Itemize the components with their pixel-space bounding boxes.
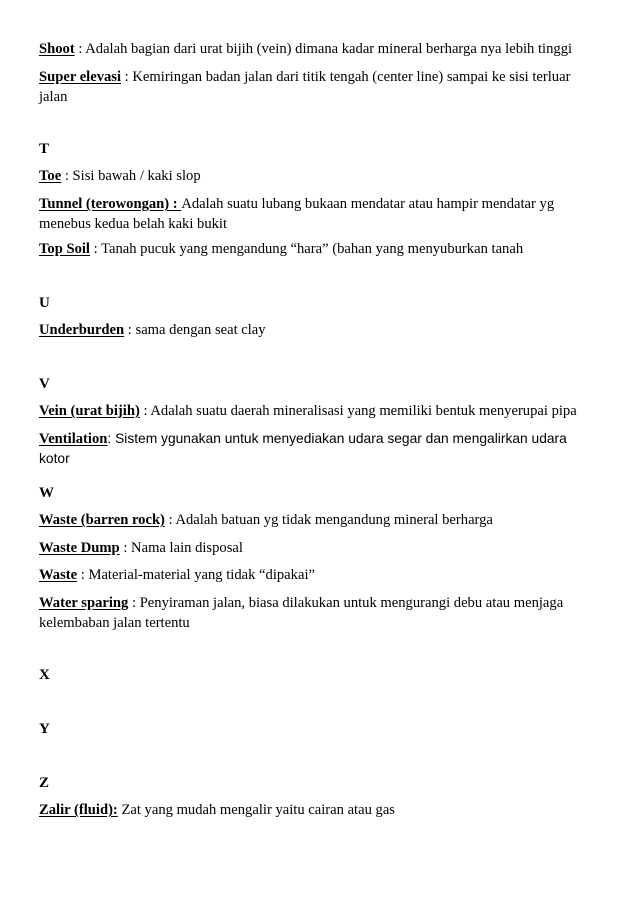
- entry-super-elevasi: [39, 67, 601, 107]
- definition: Tanah pucuk yang mengandung “hara” (bahan yang menyuburkan tanah: [101, 241, 524, 257]
- term: Super elevasi: [39, 69, 122, 85]
- section-letter-u: U: [39, 295, 50, 311]
- separator: :: [107, 431, 116, 446]
- term: Underburden: [39, 322, 125, 338]
- definition: Nama lain disposal: [131, 540, 243, 556]
- separator: :: [119, 540, 132, 556]
- definition: Adalah batuan yg tidak mengandung mineral berharga: [175, 512, 493, 528]
- definition: sama dengan seat clay: [135, 322, 266, 338]
- section-letter-x: X: [39, 667, 50, 683]
- definition: Adalah bagian dari urat bijih (vein) dimana kadar mineral berharga nya lebih tinggi: [85, 41, 573, 57]
- entry-waste-barren-rock: [39, 510, 601, 530]
- entry-waste: [39, 565, 601, 585]
- separator: :: [61, 168, 73, 184]
- definition: Sisi bawah / kaki slop: [72, 168, 201, 184]
- entry-top-soil: [39, 239, 601, 259]
- separator: :: [139, 403, 151, 419]
- entry-tunnel: [39, 194, 601, 234]
- term: Waste Dump: [39, 540, 120, 556]
- term: Tunnel (terowongan) :: [39, 196, 182, 212]
- definition: Kemiringan badan jalan dari titik tengah (center line) sampai ke sisi terluar jalan: [39, 69, 571, 105]
- term: Top Soil: [39, 241, 90, 257]
- entry-zalir: [39, 800, 601, 820]
- separator: :: [124, 322, 136, 338]
- entry-shoot: [39, 39, 601, 59]
- term: Waste: [39, 567, 78, 583]
- definition: Sistem ygunakan untuk menyediakan udara segar dan mengalirkan udara kotor: [39, 431, 567, 466]
- definition: Zat yang mudah mengalir yaitu cairan atau gas: [121, 802, 395, 818]
- separator: :: [128, 595, 140, 611]
- term: Shoot: [39, 41, 75, 57]
- section-letter-w: W: [39, 485, 54, 501]
- entry-toe: [39, 166, 601, 186]
- term: Waste (barren rock): [39, 512, 165, 528]
- definition: Adalah suatu daerah mineralisasi yang memiliki bentuk menyerupai pipa: [150, 403, 577, 419]
- section-letter-z: Z: [39, 775, 50, 791]
- separator: :: [77, 567, 89, 583]
- term: Toe: [39, 168, 62, 184]
- entry-waste-dump: [39, 538, 601, 558]
- separator: :: [121, 69, 133, 85]
- term: Ventilation: [39, 431, 108, 447]
- term: Vein (urat bijih): [39, 403, 140, 419]
- section-letter-v: V: [39, 376, 50, 392]
- term: Zalir (fluid):: [39, 802, 118, 818]
- entry-underburden: [39, 320, 601, 340]
- entry-ventilation: [39, 429, 601, 469]
- definition: Material-material yang tidak “dipakai”: [88, 567, 315, 583]
- separator: :: [74, 41, 86, 57]
- term: Water sparing: [39, 595, 129, 611]
- section-letter-t: T: [39, 141, 50, 157]
- entry-water-sparing: [39, 593, 601, 633]
- section-letter-y: Y: [39, 721, 50, 737]
- separator: :: [89, 241, 102, 257]
- entry-vein: [39, 401, 601, 421]
- definition: Adalah suatu lubang bukaan mendatar atau hampir mendatar yg menebus kedua belah kaki bukit: [39, 196, 555, 232]
- separator: :: [164, 512, 176, 528]
- definition: Penyiraman jalan, biasa dilakukan untuk mengurangi debu atau menjaga kelembaban jalan tertentu: [39, 595, 564, 631]
